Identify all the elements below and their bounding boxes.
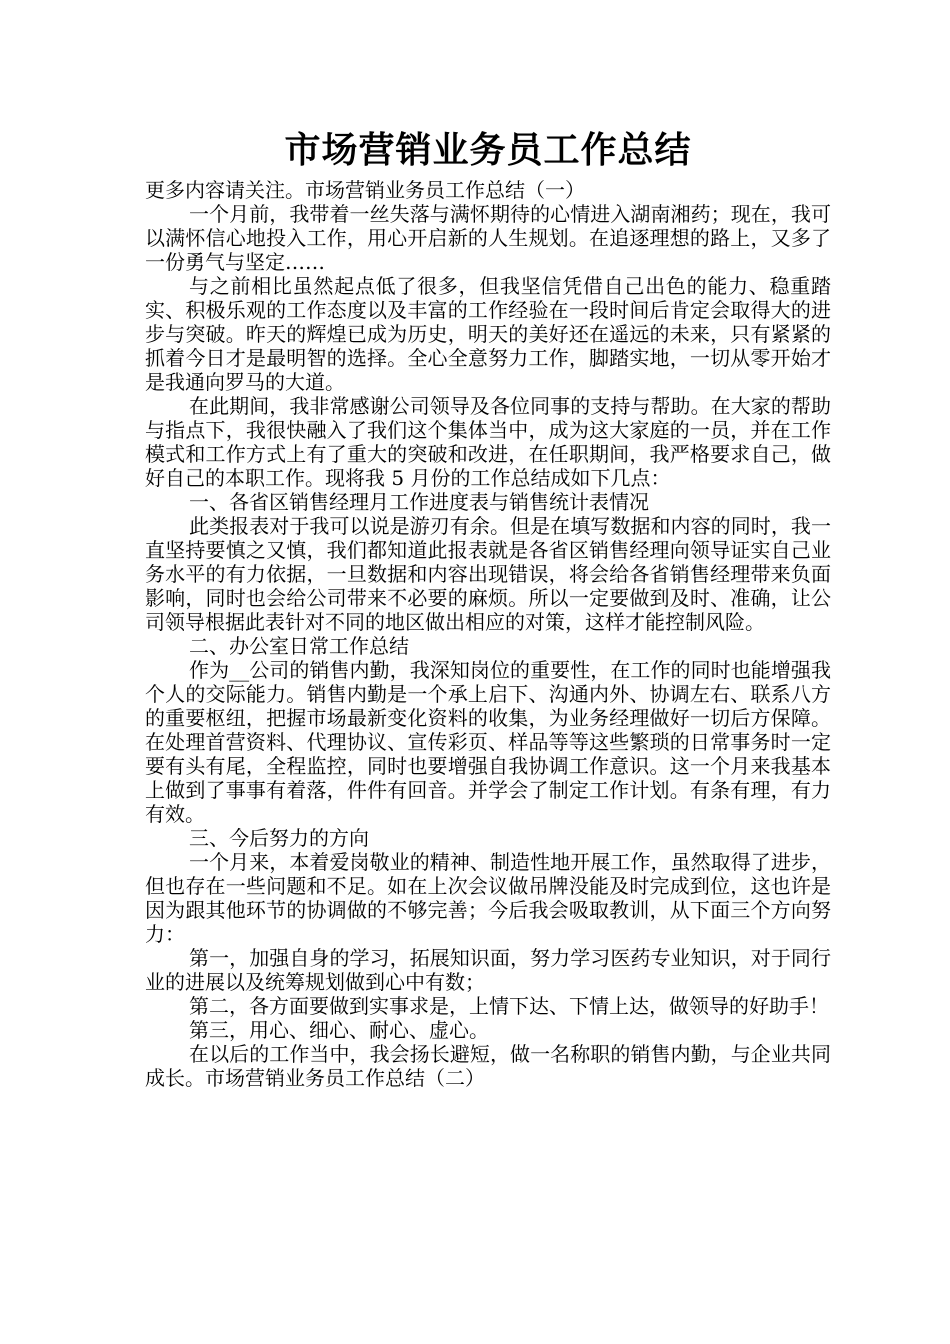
paragraph: 作为__公司的销售内勤，我深知岗位的重要性，在工作的同时也能增强我个人的交际能力。销售内勤是一个承上启下、沟通内外、协调左右、联系八方的重要枢纽，把握市场最新变化资料的收集，为业务经理做好一切后方保障。在处理首营资料、代理协议、宣传彩页、样品等等这些繁琐的日常事务时一定要有头有尾，全程监控，同时也要增强自我协调工作意识。这一个月来我基本上做到了事事有着落，件件有回音。并学会了制定工作计划。有条有理，有力有效。 bbox=[145, 658, 831, 826]
document-body bbox=[145, 178, 831, 1090]
list-item-first: 第一，加强自身的学习，拓展知识面，努力学习医药专业知识，对于同行业的进展以及统筹规划做到心中有数； bbox=[145, 946, 831, 994]
section-heading-2: 二、办公室日常工作总结 bbox=[189, 634, 409, 658]
list-item-second: 第二，各方面要做到实事求是，上情下达、下情上达，做领导的好助手！ bbox=[189, 994, 829, 1018]
list-item-third: 第三，用心、细心、耐心、虚心。 bbox=[189, 1018, 489, 1042]
section-heading-3: 三、今后努力的方向 bbox=[189, 826, 369, 850]
document-title: 市场营销业务员工作总结 bbox=[284, 130, 692, 171]
paragraph-intro: 更多内容请关注。市场营销业务员工作总结（一） bbox=[145, 178, 585, 202]
paragraph: 此类报表对于我可以说是游刃有余。但是在填写数据和内容的同时，我一直坚持要慎之又慎，我们都知道此报表就是各省区销售经理向领导证实自己业务水平的有力依据，一旦数据和内容出现错误，将会给各省销售经理带来负面影响，同时也会给公司带来不必要的麻烦。所以一定要做到及时、准确，让公司领导根据此表针对不同的地区做出相应的对策，这样才能控制风险。 bbox=[145, 514, 831, 634]
paragraph-closing: 在以后的工作当中，我会扬长避短，做一名称职的销售内勤，与企业共同成长。市场营销业务员工作总结（二） bbox=[145, 1042, 831, 1090]
document-page bbox=[145, 128, 831, 1090]
paragraph: 一个月来，本着爱岗敬业的精神、制造性地开展工作，虽然取得了进步，但也存在一些问题和不足。如在上次会议做吊牌没能及时完成到位，这也许是因为跟其他环节的协调做的不够完善；今后我会吸取教训，从下面三个方向努力： bbox=[145, 850, 831, 946]
section-heading-1: 一、各省区销售经理月工作进度表与销售统计表情况 bbox=[189, 490, 649, 514]
paragraph: 在此期间，我非常感谢公司领导及各位同事的支持与帮助。在大家的帮助与指点下，我很快融入了我们这个集体当中，成为这大家庭的一员，并在工作模式和工作方式上有了重大的突破和改进，在任职期间，我严格要求自己，做好自己的本职工作。现将我 5 月份的工作总结成如下几点： bbox=[145, 394, 831, 490]
paragraph: 一个月前，我带着一丝失落与满怀期待的心情进入湖南湘药；现在，我可以满怀信心地投入工作，用心开启新的人生规划。在追逐理想的路上，又多了一份勇气与坚定…… bbox=[145, 202, 831, 274]
paragraph: 与之前相比虽然起点低了很多，但我坚信凭借自己出色的能力、稳重踏实、积极乐观的工作态度以及丰富的工作经验在一段时间后肯定会取得大的进步与突破。昨天的辉煌已成为历史，明天的美好还在遥远的未来，只有紧紧的抓着今日才是最明智的选择。全心全意努力工作，脚踏实地，一切从零开始才是我通向罗马的大道。 bbox=[145, 274, 831, 394]
